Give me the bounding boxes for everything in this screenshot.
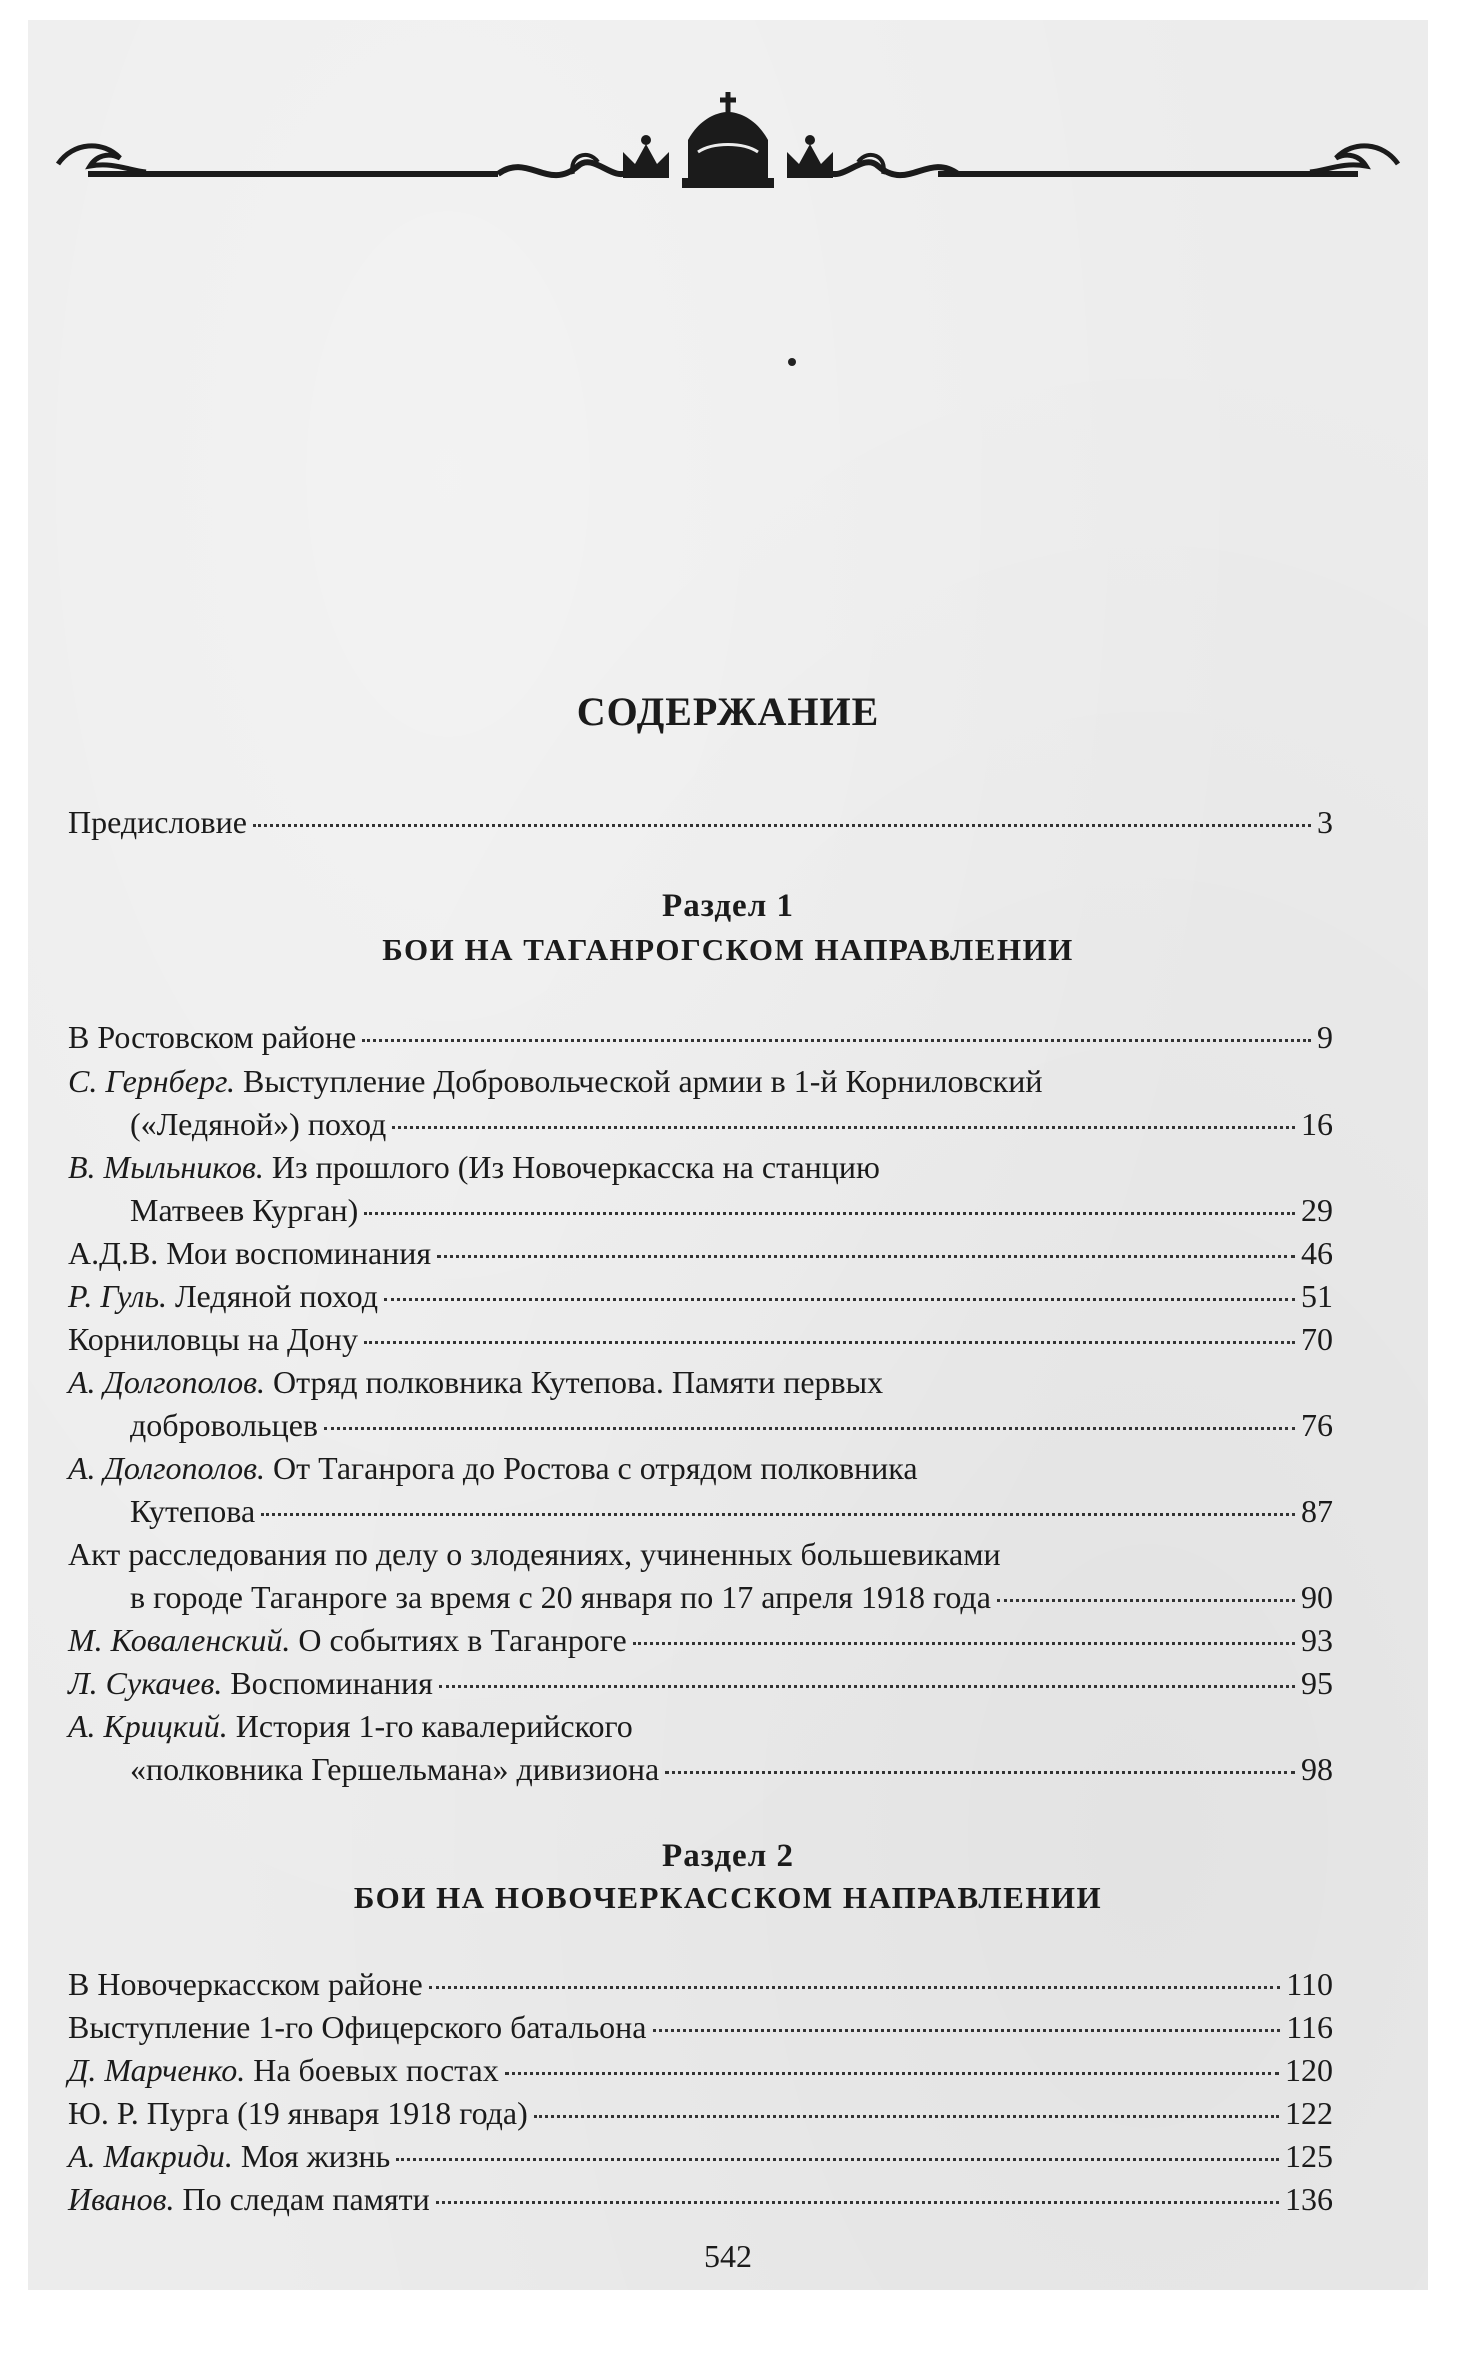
dot-leader [392,1126,1295,1129]
entry-page: 98 [1301,1751,1333,1787]
entry-text: Воспоминания [230,1665,433,1701]
toc-entry [68,1662,1333,1705]
dot-leader [437,1255,1295,1258]
entry-author: Д. Марченко. [68,2052,246,2088]
toc-entry [68,1275,1333,1318]
section-1-title: БОИ НА ТАГАНРОГСКОМ НАПРАВЛЕНИИ [382,932,1074,967]
toc-entry [68,2049,1333,2092]
entry-author: А. Крицкий. [68,1708,228,1744]
entry-text: От Таганрога до Ростова с отрядом полковника [272,1450,918,1486]
dot-leader [396,2158,1279,2161]
entry-text: На боевых постах [253,2052,499,2088]
dot-leader [997,1599,1295,1602]
toc-entry [68,2178,1333,2221]
entry-page: 70 [1301,1321,1333,1357]
crowns-ornament-icon [498,92,958,188]
entry-page: 120 [1285,2052,1333,2088]
dot-leader [364,1212,1295,1215]
entry-author: Иванов. [68,2181,175,2217]
entry-author: Р. Гуль. [68,1278,168,1314]
toc-entry [68,1447,1333,1533]
entry-text: По следам памяти [182,2181,430,2217]
entry-text: Из прошлого (Из Новочеркасска на станцию [271,1149,880,1185]
stray-mark [788,358,796,366]
dot-leader [633,1642,1295,1645]
entry-author: А. Долгополов. [68,1364,265,1400]
entry-page: 3 [1317,804,1333,840]
section-2-title: БОИ НА НОВОЧЕРКАССКОМ НАПРАВЛЕНИИ [353,1880,1103,1915]
toc-entry [68,1016,1333,1059]
entry-page: 9 [1317,1019,1333,1055]
entry-text: Моя жизнь [240,2138,391,2174]
dot-leader [665,1771,1295,1774]
entry-text: Ю. Р. Пурга (19 января 1918 года) [68,2095,528,2131]
entry-text-continued: Матвеев Курган) [130,1192,359,1228]
toc-entry [68,1361,1333,1447]
dot-leader [324,1427,1295,1430]
toc-entry-preface [68,801,1333,844]
toc-entry [68,2006,1333,2049]
entry-text: Акт расследования по делу о злодеяниях, учиненных большевиками [68,1536,1001,1572]
toc-entry [68,1232,1333,1275]
section-2-label: Раздел 2 [662,1838,794,1874]
toc-entry [68,2135,1333,2178]
entry-page: 136 [1285,2181,1333,2217]
entry-page: 87 [1301,1493,1333,1529]
entry-author: С. Гернберг. [68,1063,236,1099]
entry-page: 116 [1286,2009,1333,2045]
dot-leader [384,1298,1295,1301]
entry-author: Л. Сукачев. [68,1665,223,1701]
entry-page: 76 [1301,1407,1333,1443]
dot-leader [253,824,1311,827]
entry-text: Отряд полковника Кутепова. Памяти первых [272,1364,884,1400]
entry-page: 46 [1301,1235,1333,1271]
dot-leader [534,2115,1279,2118]
entry-text: О событиях в Таганроге [298,1622,627,1658]
entry-author: А. Макриди. [68,2138,233,2174]
toc-entry [68,1060,1333,1146]
section-1-label: Раздел 1 [662,888,794,924]
dot-leader [362,1039,1311,1042]
entry-page: 29 [1301,1192,1333,1228]
entry-text-continued: в городе Таганроге за время с 20 января по 17 апреля 1918 года [130,1579,991,1615]
entry-author: М. Коваленский. [68,1622,291,1658]
dot-leader [436,2201,1279,2204]
entry-text: Выступление 1-го Офицерского батальона [68,2009,647,2045]
entry-text: Выступление Добровольческой армии в 1-й Корниловский [243,1063,1043,1099]
entry-page: 93 [1301,1622,1333,1658]
entry-text: В Новочеркасском районе [68,1966,423,2002]
toc-entry [68,2092,1333,2135]
entry-text-continued: «полковника Гершельмана» дивизиона [130,1751,660,1787]
dot-leader [261,1513,1295,1516]
dot-leader [505,2072,1279,2075]
entry-text: История 1-го кавалерийского [235,1708,633,1744]
toc-entry [68,1963,1333,2006]
dot-leader [364,1341,1295,1344]
page-number: 542 [704,2238,752,2274]
toc-entry [68,1146,1333,1232]
entry-page: 95 [1301,1665,1333,1701]
toc-title: СОДЕРЖАНИЕ [576,689,880,734]
entry-text: Предисловие [68,804,247,840]
entry-page: 125 [1285,2138,1333,2174]
entry-page: 16 [1301,1106,1333,1142]
left-flourish-icon [58,146,146,172]
toc-entry [68,1318,1333,1361]
entry-page: 110 [1286,1966,1333,2002]
entry-text-continued: добровольцев [130,1407,319,1443]
entry-author: В. Мыльников. [68,1149,264,1185]
entry-page: 122 [1285,2095,1333,2131]
dot-leader [429,1986,1280,1989]
toc-entry [68,1533,1333,1619]
toc-entry [68,1619,1333,1662]
dot-leader [653,2029,1281,2032]
entry-text: А.Д.В. Мои воспоминания [68,1235,432,1271]
dot-leader [439,1685,1295,1688]
book-page [28,20,1428,2290]
entry-text: Корниловцы на Дону [68,1321,358,1357]
right-flourish-icon [1310,146,1398,172]
entry-text: Ледяной поход [175,1278,379,1314]
decorative-crown-header-rule [28,82,1428,202]
entry-text-continued: Кутепова [130,1493,256,1529]
entry-page: 51 [1301,1278,1333,1314]
entry-text-continued: («Ледяной») поход [130,1106,387,1142]
entry-author: А. Долгополов. [68,1450,265,1486]
entry-page: 90 [1301,1579,1333,1615]
entry-text: В Ростовском районе [68,1019,357,1055]
toc-entry [68,1705,1333,1791]
